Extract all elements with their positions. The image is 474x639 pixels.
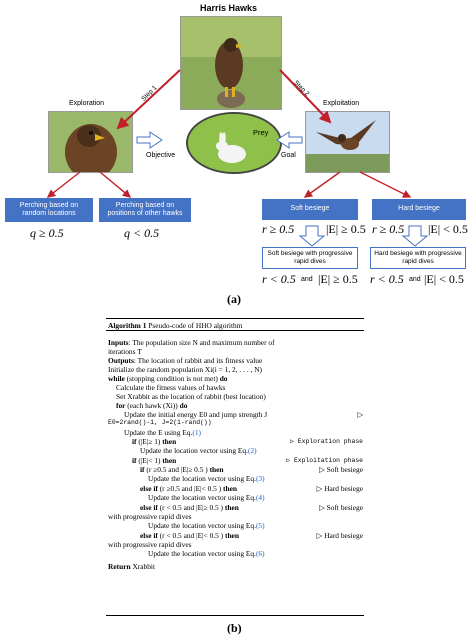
soft-dives-e: |E| ≥ 0.5	[318, 272, 358, 286]
exploitation-phase-comment: ▷ Exploitation phase	[286, 457, 363, 464]
hard-besiege-text: Hard besiege	[398, 205, 440, 213]
exploration-label: Exploration	[69, 100, 105, 107]
if3-text: (r ≥0.5 and |E|≥ 0.5 )	[144, 465, 210, 474]
e0-comment-mark: ▷	[357, 410, 363, 419]
algorithm-top-rule	[106, 318, 364, 319]
eq5-link[interactable]: (5)	[255, 521, 265, 530]
hard-cond-e: |E| < 0.5	[428, 222, 468, 236]
elif1-kw: else if	[140, 484, 158, 493]
eq4-link[interactable]: (4)	[255, 493, 265, 502]
if2-then: then	[162, 456, 177, 465]
elif3-then: then	[224, 531, 239, 540]
elif3-kw: else if	[140, 531, 158, 540]
caption-a: (a)	[227, 292, 241, 306]
hard-dives-r: r < 0.5	[370, 272, 404, 286]
upd-loc-6: Update the location vector using Eq.	[148, 549, 256, 558]
hard-besiege-box	[372, 199, 466, 220]
soft-down-arrow	[300, 226, 324, 246]
soft-cond-r: r ≥ 0.5	[262, 222, 295, 236]
inputs-text: : The population size N and maximum number of	[128, 338, 275, 347]
step1-label: Step 1	[140, 84, 159, 103]
perch-random-text: Perching based on random locations	[19, 201, 79, 217]
update-e-line: Update the E using Eq.	[124, 428, 193, 437]
objective-label: Objective	[146, 152, 176, 159]
outputs-text: : The location of rabbit and its fitness value	[133, 356, 263, 365]
elif2-then: then	[224, 503, 239, 512]
goal-label: Goal	[281, 152, 296, 159]
if3-then: then	[209, 465, 224, 474]
prey-label: Prey	[253, 128, 269, 137]
soft-besiege-comment: ▷ Soft besiege	[319, 465, 363, 474]
q-ge-condition: q ≥ 0.5	[30, 226, 64, 240]
hard-cond-r: r ≥ 0.5	[372, 222, 405, 236]
if3-kw: if	[140, 465, 145, 474]
eq6-link[interactable]: (6)	[255, 549, 265, 558]
algorithm-bottom-rule	[106, 615, 364, 616]
hard-dives-e: |E| < 0.5	[424, 272, 464, 286]
with-dives-1: with progressive rapid dives	[108, 512, 192, 521]
elif1-then: then	[223, 484, 237, 493]
algorithm-heading-bold: Algorithm 1	[108, 321, 147, 330]
do-kw: do	[219, 374, 228, 383]
elif2-text: (r < 0.5 and |E|≥ 0.5 )	[157, 503, 225, 512]
for-text: (each hawk (Xi))	[125, 401, 180, 410]
for-do-kw: do	[179, 401, 188, 410]
calc-line: Calculate the fitness values of hawks	[116, 383, 226, 392]
perch-positions-box	[99, 198, 191, 222]
elif2-kw: else if	[140, 503, 158, 512]
hard-down-arrow	[403, 226, 427, 246]
if2-text: (|E|< 1)	[136, 456, 163, 465]
algorithm-head-rule	[106, 330, 364, 331]
soft-besiege-box	[262, 199, 358, 220]
goal-arrow	[277, 132, 302, 148]
soft-cond-e: |E| ≥ 0.5	[326, 222, 366, 236]
if2-kw: if	[132, 456, 137, 465]
hard-besiege-comment: ▷ Hard besiege	[316, 484, 363, 493]
init-line: Initialize the random population Xi(i = 1, 2, . . . , N)	[108, 365, 263, 374]
eq1-link[interactable]: (1)	[192, 428, 201, 437]
soft-dives-and: and	[301, 276, 313, 283]
objective-arrow	[137, 132, 162, 148]
elif3-text: (r < 0.5 and |E|< 0.5 )	[157, 531, 225, 540]
return-text: Xrabbit	[130, 562, 156, 571]
eq2-link[interactable]: (2)	[247, 446, 257, 455]
q-lt-condition: q < 0.5	[124, 226, 160, 240]
hard-dives-box	[370, 247, 466, 269]
diagram-title: Harris Hawks	[200, 3, 258, 13]
hard-dives-and: and	[409, 276, 421, 283]
hard-besiege-comment-2: ▷ Hard besiege	[316, 531, 363, 540]
eq3-link[interactable]: (3)	[255, 474, 265, 483]
exploration-phase-comment: ▷ Exploration phase	[290, 438, 363, 445]
e0-formula: E0=2rand()-1, J=2(1-rand())	[108, 419, 212, 426]
outputs-kw: Outputs	[108, 356, 134, 365]
inputs-kw: Inputs	[108, 338, 129, 347]
return-kw: Return	[108, 562, 131, 571]
while-kw: while	[108, 374, 125, 383]
soft-besiege-comment-2: ▷ Soft besiege	[319, 503, 363, 512]
if1-text: (|E|≥ 1)	[136, 437, 163, 446]
update-e0-line: Update the initial energy E0 and jump strength J	[124, 410, 268, 419]
soft-dives-box	[262, 247, 358, 269]
inputs-text2: iterations T	[108, 347, 142, 356]
if1-kw: if	[132, 437, 137, 446]
step2-label: Step 2	[292, 79, 311, 98]
soft-besiege-text: Soft besiege	[290, 205, 330, 213]
step1-arrow	[118, 70, 180, 128]
caption-b: (b)	[227, 621, 242, 635]
with-dives-2: with progressive rapid dives	[108, 540, 192, 549]
set-line: Set Xrabbit as the location of rabbit (best location)	[116, 392, 266, 401]
elif1-text: (r ≥0.5 and |E|< 0.5 )	[157, 484, 224, 493]
hard-dives-text: Hard besiege with progressive rapid dives	[374, 250, 462, 265]
if1-then: then	[162, 437, 177, 446]
perch-positions-text: Perching based on positions of other hawks	[107, 201, 183, 217]
soft-dives-text: Soft besiege with progressive rapid dives	[267, 250, 353, 265]
upd-loc-3: Update the location vector using Eq.	[148, 474, 256, 483]
perch-random-box	[5, 198, 93, 222]
for-kw: for	[116, 401, 126, 410]
exploitation-label: Exploitation	[323, 100, 360, 107]
upd-loc-5: Update the location vector using Eq.	[148, 521, 256, 530]
while-text: (stopping condition is not met)	[124, 374, 220, 383]
upd-loc-4: Update the location vector using Eq.	[148, 493, 256, 502]
algorithm-heading: Pseudo-code of HHO algorithm	[146, 321, 243, 330]
upd-loc-1: Update the location vector using Eq.	[140, 446, 248, 455]
soft-dives-r: r < 0.5	[262, 272, 296, 286]
